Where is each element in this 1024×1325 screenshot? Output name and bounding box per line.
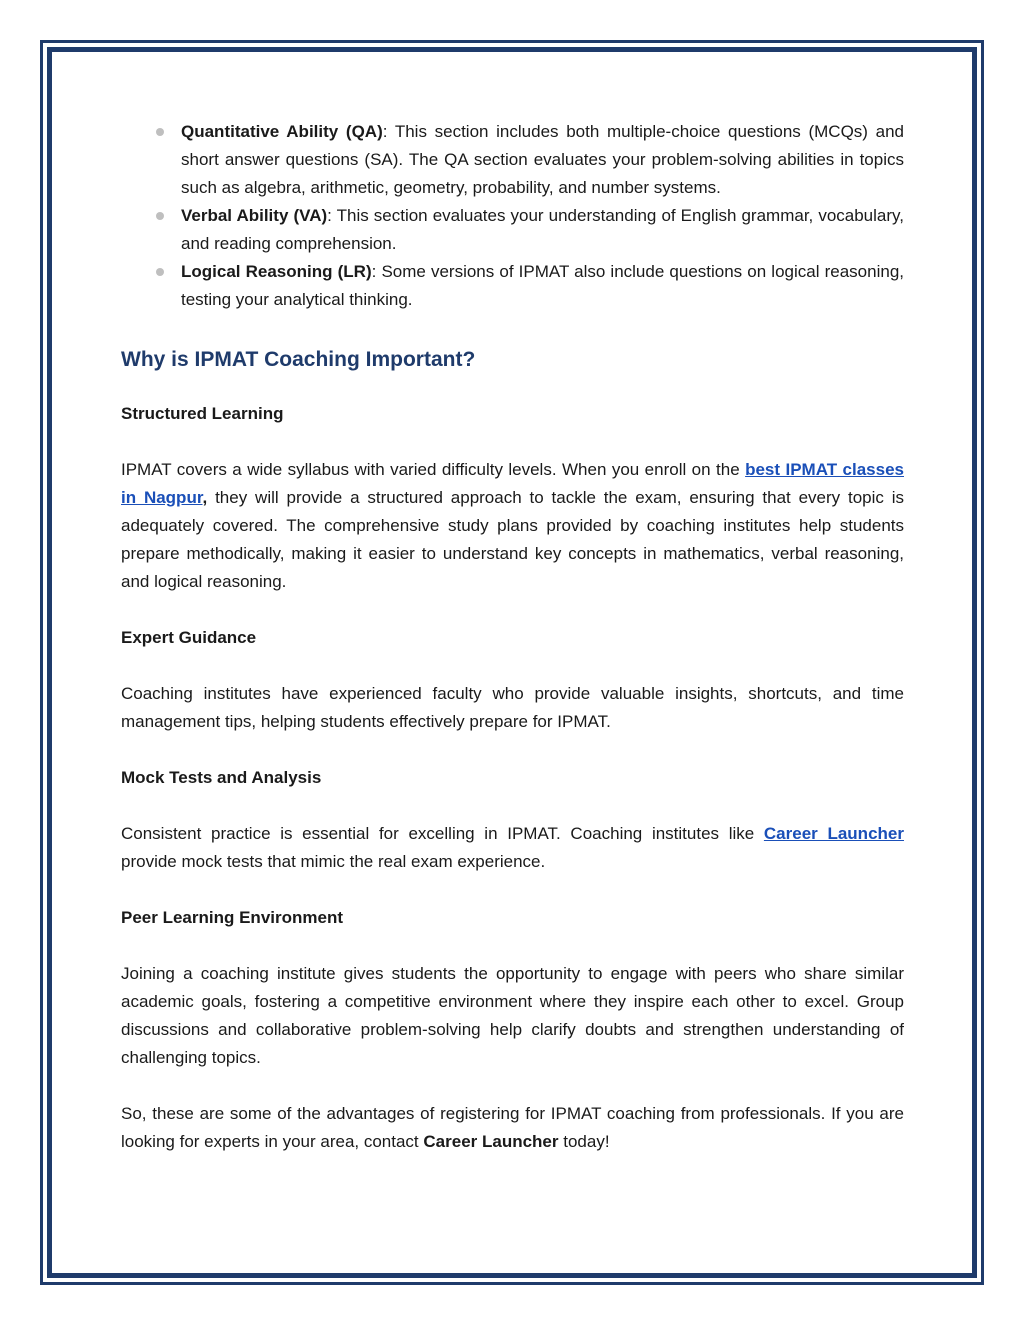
paragraph-mock-tests: Consistent practice is essential for excelling in IPMAT. Coaching institutes like Career Launcher provide mock tests that mimic the real exam experience. xyxy=(121,824,904,871)
bullet-icon xyxy=(156,268,164,276)
list-item-term: Verbal Ability (VA) xyxy=(181,206,328,225)
subheading-structured-learning: Structured Learning xyxy=(121,404,284,423)
document-content xyxy=(121,118,904,1156)
career-launcher-link[interactable]: Career Launcher xyxy=(763,824,904,843)
exam-sections-list xyxy=(121,118,904,314)
bullet-icon xyxy=(156,128,164,136)
list-item-term: Quantitative Ability (QA) xyxy=(181,122,383,141)
subheading-mock-tests: Mock Tests and Analysis xyxy=(121,768,322,787)
list-item-term: Logical Reasoning (LR) xyxy=(181,262,372,281)
subheading-peer-learning: Peer Learning Environment xyxy=(121,908,343,927)
subheading-expert-guidance: Expert Guidance xyxy=(121,628,257,647)
section-heading: Why is IPMAT Coaching Important? xyxy=(121,348,476,371)
list-item-text: : Some versions of IPMAT also include questions on logical reasoning, testing your analytical thinking. xyxy=(181,262,904,309)
list-item xyxy=(121,202,904,258)
paragraph-closing: So, these are some of the advantages of registering for IPMAT coaching from professionals. If you are looking for experts in your area, contact Career Launcher today! xyxy=(121,1104,904,1151)
list-item-text: : This section includes both multiple-choice questions (MCQs) and short answer questions (SA). The QA section evaluates your problem-solving abilities in topics such as algebra, arithmetic, geometry, probability, and number systems. xyxy=(181,122,904,197)
paragraph-expert-guidance: Coaching institutes have experienced faculty who provide valuable insights, shortcuts, and time management tips, helping students effectively prepare for IPMAT. xyxy=(121,684,904,731)
bullet-icon xyxy=(156,212,164,220)
list-item-text: : This section evaluates your understanding of English grammar, vocabulary, and reading comprehension. xyxy=(181,206,904,253)
best-ipmat-classes-link[interactable]: best IPMAT classes in Nagpur xyxy=(121,460,904,507)
career-launcher-bold: Career Launcher xyxy=(423,1132,559,1151)
list-item xyxy=(121,118,904,202)
list-item xyxy=(121,258,904,314)
paragraph-structured-learning: IPMAT covers a wide syllabus with varied difficulty levels. When you enroll on the best IPMAT classes in Nagpur, they will provide a structured approach to tackle the exam, ensuring that every topic is adequately covered. The comprehensive study plans provided by coaching institutes help students prepare methodically, making it easier to understand key concepts in mathematics, verbal reasoning, and logical reasoning. xyxy=(121,460,904,591)
paragraph-peer-learning: Joining a coaching institute gives students the opportunity to engage with peers who share similar academic goals, fostering a competitive environment where they inspire each other to excel. Group discussions and collaborative problem-solving help clarify doubts and strengthen understanding of challenging topics. xyxy=(121,964,904,1067)
